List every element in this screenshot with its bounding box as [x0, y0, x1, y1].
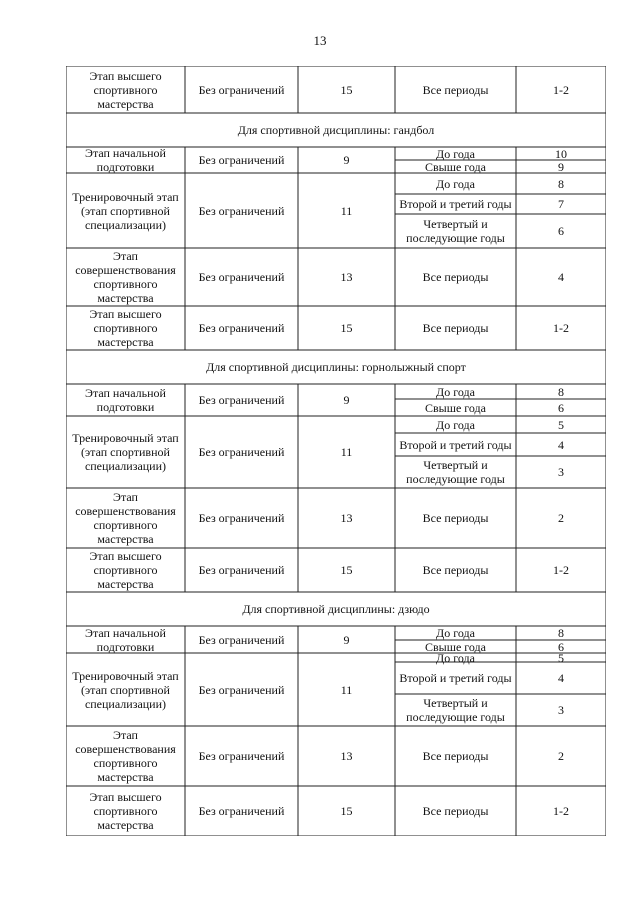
age-limit-cell: Без ограничений — [198, 82, 285, 97]
stage-cell: Этап высшего спортивного мастерства — [89, 549, 162, 591]
period-cell: До года — [436, 176, 475, 191]
min-age-cell: 11 — [340, 682, 353, 697]
period-cell: До года — [436, 417, 475, 432]
period-cell: Все периоды — [422, 511, 489, 525]
period-cell: Все периоды — [422, 82, 489, 97]
stage-cell: Этап начальной подготовки — [85, 146, 166, 174]
count-cell: 10 — [555, 146, 567, 161]
age-limit-cell: Без ограничений — [198, 270, 285, 284]
stage-cell: Тренировочный этап (этап спортивной специализации) — [72, 189, 179, 232]
min-age-cell: 11 — [340, 445, 353, 459]
min-age-cell: 13 — [340, 511, 353, 525]
stage-cell: Тренировочный этап (этап спортивной специализации) — [72, 668, 179, 711]
count-cell: 5 — [558, 650, 564, 665]
count-cell: 2 — [558, 511, 564, 525]
period-cell: Свыше года — [424, 159, 486, 174]
period-cell: Все периоды — [422, 270, 489, 284]
period-cell: Все периоды — [422, 321, 489, 335]
period-cell: Четвертый и последующие годы — [406, 696, 505, 724]
section-title: Для спортивной дисциплины: горнолыжный спорт — [206, 360, 466, 374]
age-limit-cell: Без ограничений — [198, 682, 285, 697]
period-cell: Все периоды — [422, 804, 489, 818]
count-cell: 8 — [558, 626, 564, 640]
count-cell: 8 — [558, 176, 564, 191]
period-cell: Второй и третий годы — [399, 437, 512, 452]
age-limit-cell: Без ограничений — [198, 632, 285, 647]
age-limit-cell: Без ограничений — [198, 511, 285, 525]
count-cell: 1-2 — [553, 82, 569, 97]
period-cell: Четвертый и последующие годы — [406, 458, 505, 486]
stage-cell: Этап начальной подготовки — [85, 386, 166, 414]
period-cell: До года — [436, 650, 475, 665]
stage-cell: Этап начальной подготовки — [85, 625, 166, 654]
age-limit-cell: Без ограничений — [198, 749, 285, 763]
count-cell: 6 — [558, 400, 564, 415]
norms-table — [66, 66, 606, 836]
min-age-cell: 11 — [340, 203, 353, 218]
count-cell: 1-2 — [553, 321, 569, 335]
period-cell: Все периоды — [422, 563, 489, 577]
count-cell: 4 — [558, 437, 564, 452]
stage-cell: Этап высшего спортивного мастерства — [89, 307, 162, 349]
min-age-cell: 13 — [340, 270, 353, 284]
min-age-cell: 15 — [340, 563, 353, 577]
count-cell: 4 — [558, 671, 564, 685]
period-cell: Свыше года — [424, 400, 486, 415]
min-age-cell: 9 — [343, 393, 350, 407]
count-cell: 9 — [558, 159, 564, 174]
age-limit-cell: Без ограничений — [198, 804, 285, 818]
period-cell: До года — [436, 384, 475, 399]
age-limit-cell: Без ограничений — [198, 445, 285, 459]
age-limit-cell: Без ограничений — [198, 563, 285, 577]
period-cell: Второй и третий годы — [399, 671, 512, 685]
min-age-cell: 9 — [343, 153, 350, 167]
period-cell: Все периоды — [422, 749, 489, 763]
count-cell: 5 — [558, 417, 564, 432]
period-cell: Свыше года — [424, 639, 486, 654]
age-limit-cell: Без ограничений — [198, 203, 285, 218]
min-age-cell: 15 — [340, 321, 353, 335]
stage-cell: Этап совершенствования спортивного мастерства — [75, 249, 176, 305]
section-title: Для спортивной дисциплины: дзюдо — [242, 602, 430, 616]
count-cell: 1-2 — [553, 563, 569, 577]
age-limit-cell: Без ограничений — [198, 393, 285, 407]
min-age-cell: 15 — [340, 804, 353, 818]
section-title: Для спортивной дисциплины: гандбол — [237, 123, 435, 137]
age-limit-cell: Без ограничений — [198, 153, 285, 167]
count-cell: 3 — [558, 465, 564, 479]
period-cell: До года — [436, 146, 475, 161]
stage-cell: Этап высшего спортивного мастерства — [89, 790, 162, 832]
count-cell: 3 — [558, 703, 564, 717]
period-cell: Четвертый и последующие годы — [406, 217, 505, 245]
period-cell: Второй и третий годы — [399, 197, 512, 211]
period-cell: До года — [436, 626, 475, 640]
page-number: 13 — [313, 33, 327, 48]
min-age-cell: 9 — [343, 632, 350, 647]
count-cell: 6 — [558, 224, 564, 238]
min-age-cell: 15 — [340, 82, 353, 97]
count-cell: 6 — [558, 639, 564, 654]
stage-cell: Этап совершенствования спортивного мастерства — [75, 490, 176, 546]
stage-cell: Этап совершенствования спортивного мастерства — [75, 728, 176, 784]
stage-cell: Тренировочный этап (этап спортивной специализации) — [72, 431, 179, 473]
count-cell: 2 — [558, 749, 564, 763]
count-cell: 7 — [558, 197, 564, 211]
count-cell: 1-2 — [553, 804, 569, 818]
count-cell: 8 — [558, 384, 564, 399]
min-age-cell: 13 — [340, 749, 353, 763]
age-limit-cell: Без ограничений — [198, 321, 285, 335]
count-cell: 4 — [558, 270, 564, 284]
stage-cell: Этап высшего спортивного мастерства — [89, 68, 162, 111]
